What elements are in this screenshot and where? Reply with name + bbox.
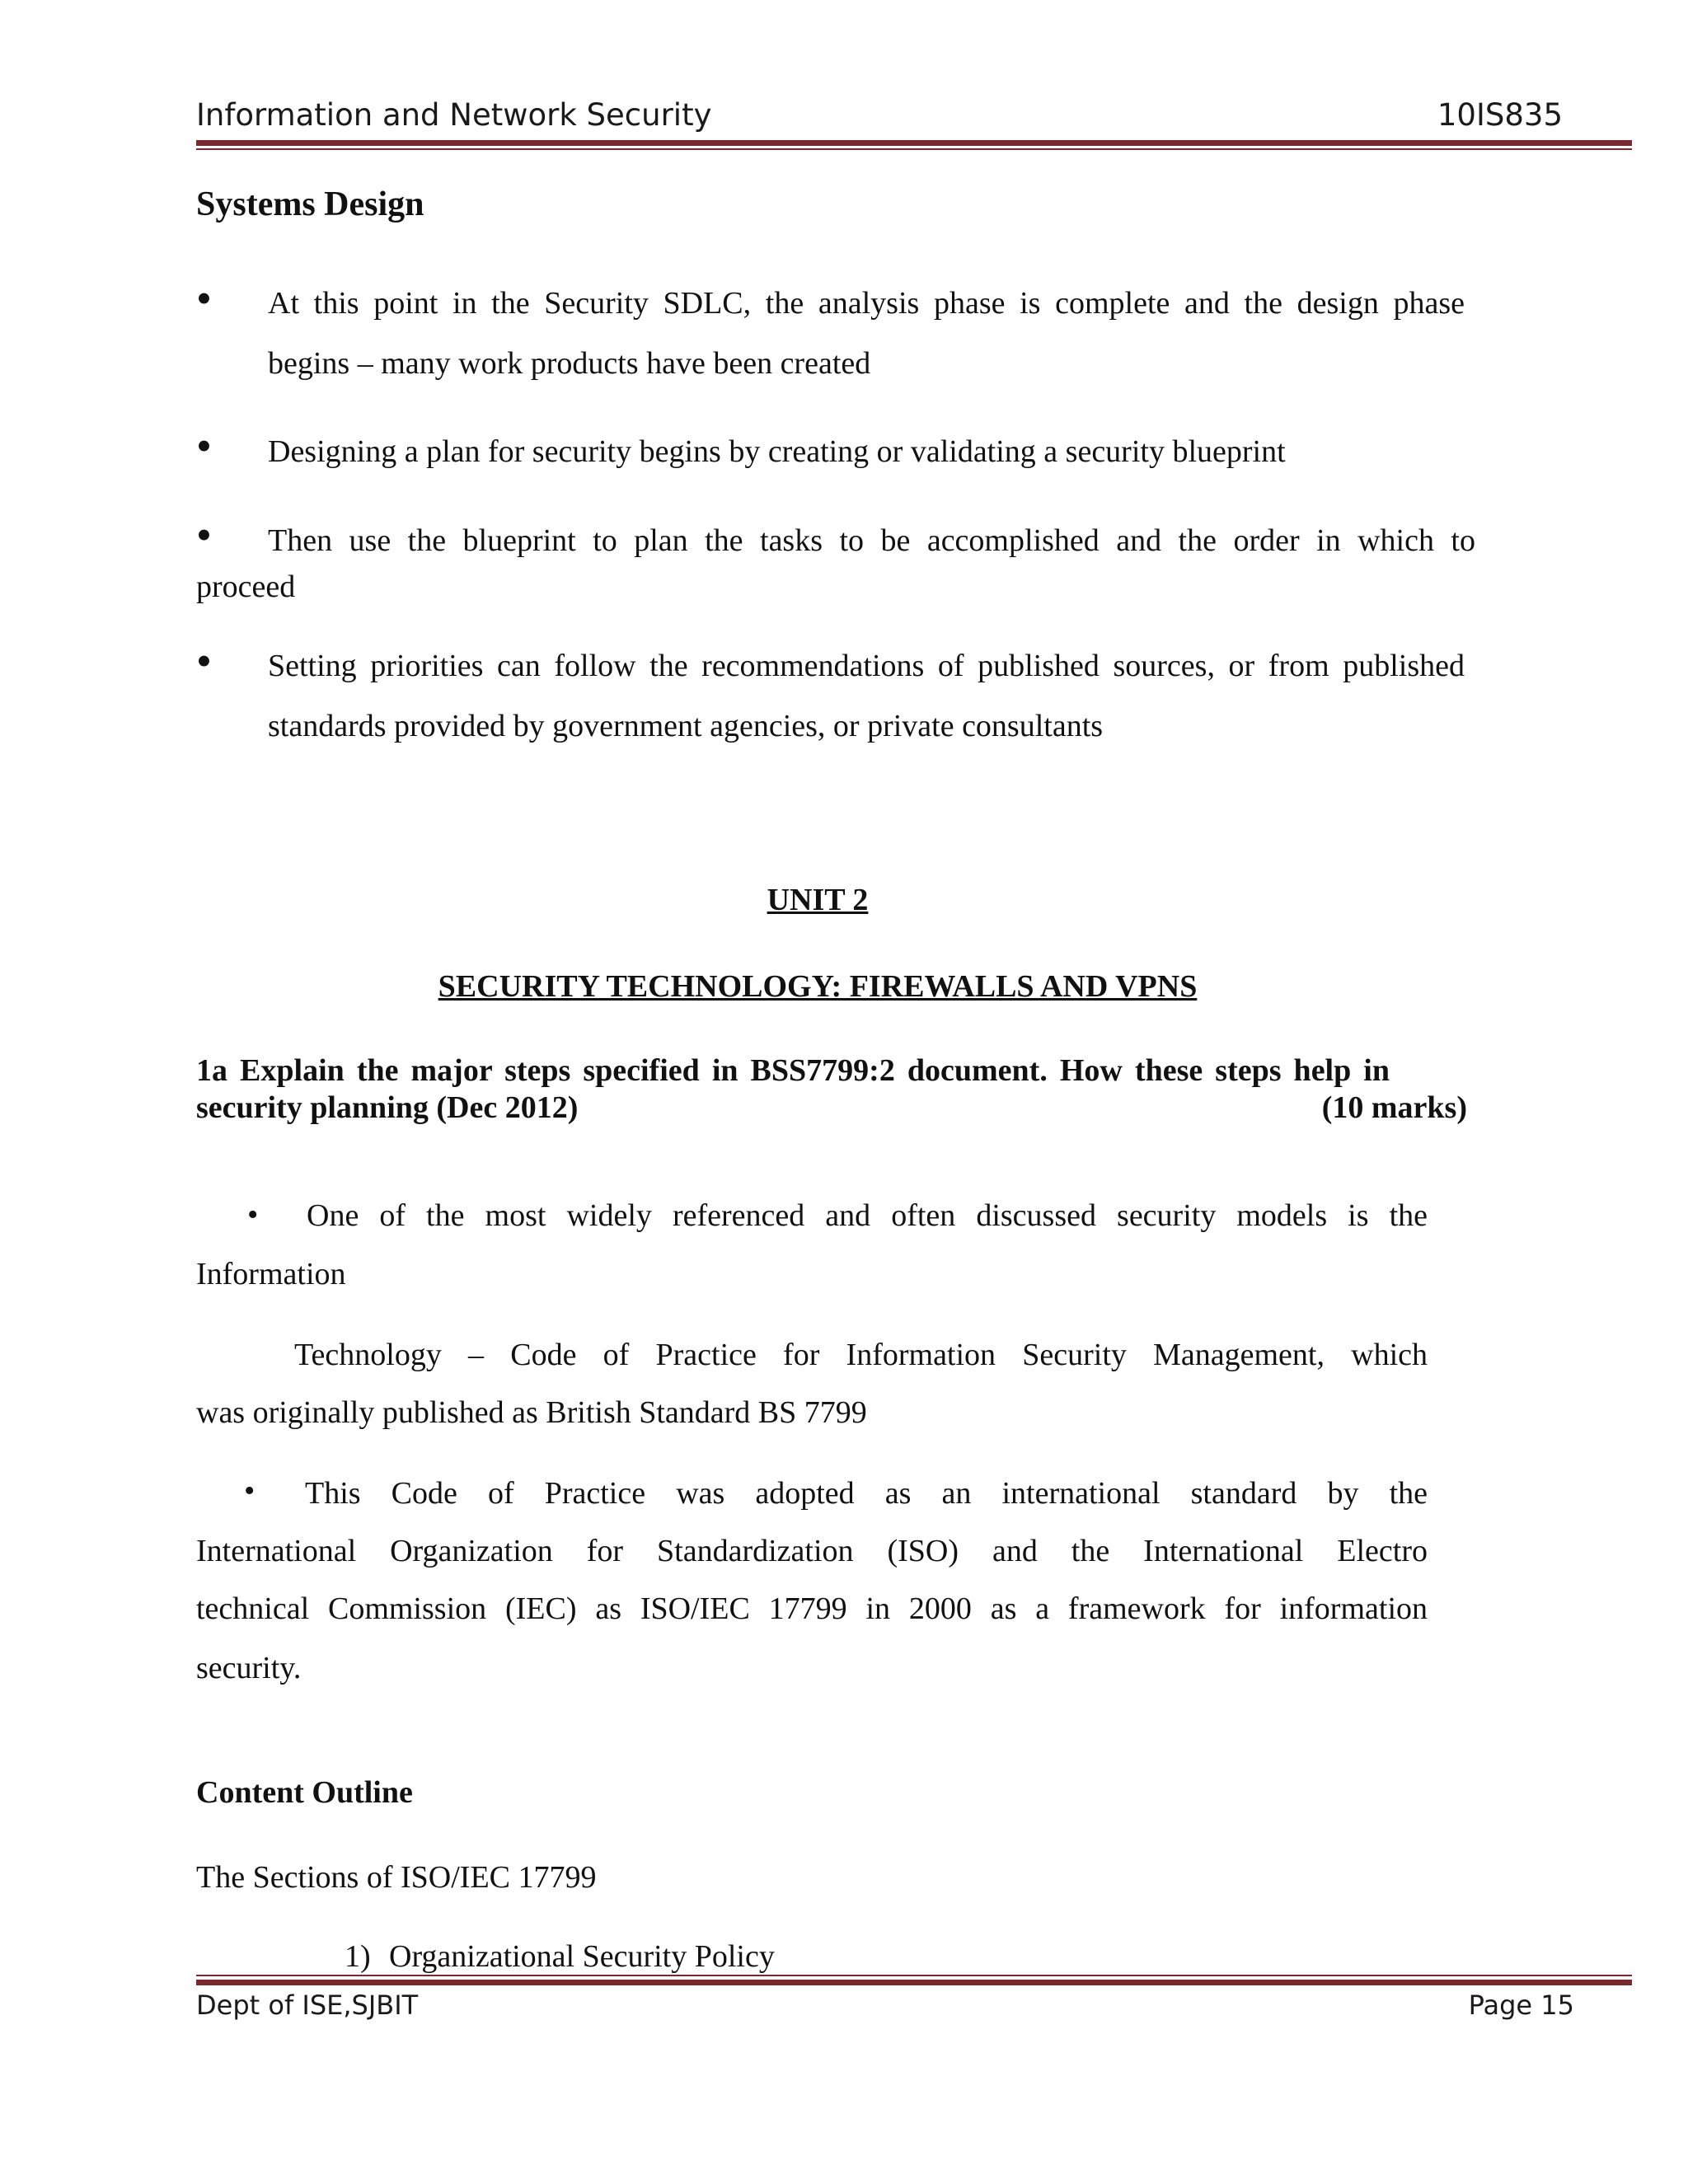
question-line2: security planning (Dec 2012) bbox=[196, 1090, 579, 1125]
bullet-dot: • bbox=[196, 421, 212, 471]
unit-title: UNIT 2 bbox=[767, 883, 869, 917]
unit-subtitle: SECURITY TECHNOLOGY: FIREWALLS AND VPNS bbox=[438, 969, 1198, 1004]
bullet2-text: Designing a plan for security begins by creating or validating a security blueprint bbox=[268, 434, 1286, 469]
bullet-dot: • bbox=[196, 510, 212, 560]
bullet3-line1: Then use the blueprint to plan the tasks to be accomplished and the order in which to bbox=[268, 523, 1475, 558]
question-marks: (10 marks) bbox=[1321, 1090, 1467, 1125]
content-outline-heading: Content Outline bbox=[196, 1775, 413, 1810]
question-line1: 1a Explain the major steps specified in BSS7799:2 document. How these steps help in bbox=[196, 1053, 1390, 1088]
header-course-code: 10IS835 bbox=[1437, 97, 1563, 133]
bullet3-line2: proceed bbox=[196, 569, 296, 604]
answer-para2-line1: Technology – Code of Practice for Information Security Management, which bbox=[294, 1338, 1428, 1372]
answer-para2-line2: was originally published as British Standard BS 7799 bbox=[196, 1395, 867, 1430]
section-heading-systems-design: Systems Design bbox=[196, 185, 424, 223]
bullet4-line1: Setting priorities can follow the recommendations of published sources, or from published bbox=[268, 649, 1465, 683]
bullet-dot: • bbox=[244, 1474, 256, 1508]
answer-para3-line1: This Code of Practice was adopted as an international standard by the bbox=[305, 1476, 1428, 1511]
footer-rule-thin bbox=[196, 1975, 1632, 1976]
bullet4-line2: standards provided by government agencies, or private consultants bbox=[268, 709, 1104, 743]
bullet1-line2: begins – many work products have been created bbox=[268, 346, 871, 381]
outline-item1-text: Organizational Security Policy bbox=[389, 1939, 775, 1974]
footer-page-number: Page 15 bbox=[1468, 1990, 1574, 2021]
footer-dept: Dept of ISE,SJBIT bbox=[196, 1990, 419, 2021]
header-rule-thick bbox=[196, 140, 1632, 146]
bullet-dot: • bbox=[247, 1197, 259, 1232]
bullet-dot: • bbox=[196, 636, 212, 686]
outline-intro: The Sections of ISO/IEC 17799 bbox=[196, 1860, 597, 1895]
bullet-dot: • bbox=[196, 274, 212, 323]
answer-para3-line4: security. bbox=[196, 1651, 302, 1685]
answer-para1-line1: One of the most widely referenced and often discussed security models is the bbox=[307, 1198, 1428, 1233]
answer-para3-line2: International Organization for Standardization (ISO) and the International Electro bbox=[196, 1534, 1428, 1568]
bullet1-line1: At this point in the Security SDLC, the analysis phase is complete and the design phase bbox=[268, 286, 1465, 321]
outline-item1-number: 1) bbox=[345, 1939, 371, 1974]
header-course-title: Information and Network Security bbox=[196, 97, 712, 133]
header-rule-thin bbox=[196, 148, 1632, 150]
footer-rule-thick bbox=[196, 1980, 1632, 1985]
answer-para3-line3: technical Commission (IEC) as ISO/IEC 17799 in 2000 as a framework for information bbox=[196, 1591, 1428, 1626]
answer-para1-line2: Information bbox=[196, 1257, 346, 1291]
